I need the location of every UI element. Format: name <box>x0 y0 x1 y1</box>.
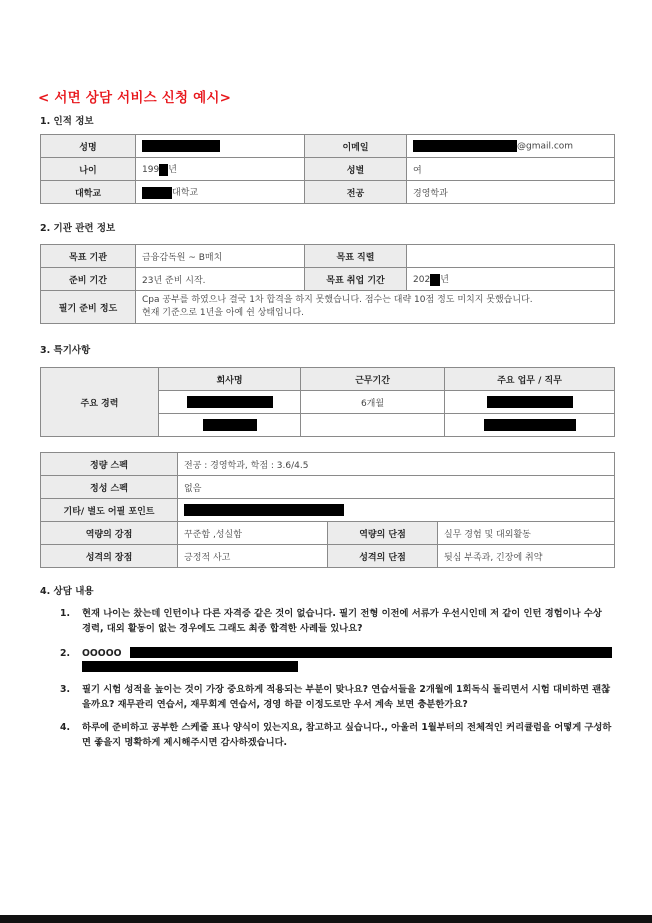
age-value <box>136 158 305 181</box>
strength-value: 꾸준함 ,성실함 <box>178 522 328 545</box>
university-suffix: 대학교 <box>172 188 199 199</box>
name-label: 성명 <box>41 135 136 158</box>
question-2-prefix: OOOOO <box>82 648 122 659</box>
personality-weakness-label: 성격의 단점 <box>328 545 438 568</box>
career-label: 주요 경력 <box>41 368 159 437</box>
personality-weakness-value: 뒷심 부족과, 긴장에 취약 <box>438 545 615 568</box>
bottom-bar <box>0 915 652 923</box>
written-prep-line-1: Cpa 공부를 하였으나 결국 1차 합격을 하지 못했습니다. 점수는 대략 10점 정도 미치지 못했습니다. <box>142 295 533 305</box>
target-year-suffix: 년 <box>440 275 449 286</box>
col-period: 근무기간 <box>301 368 445 391</box>
written-prep-line-2: 현재 기준으로 1년을 아예 쉰 상태입니다. <box>142 308 304 318</box>
redacted-question-2-line-1 <box>130 647 612 658</box>
quant-spec-label: 정량 스펙 <box>41 453 178 476</box>
age-prefix: 199 <box>142 165 160 176</box>
section-heading-consultation: 4. 상담 내용 <box>40 586 94 597</box>
target-org-label: 목표 기관 <box>41 245 136 268</box>
redacted-university <box>142 187 172 199</box>
email-suffix: @gmail.com <box>517 141 574 152</box>
redacted-company-2 <box>203 419 257 431</box>
section-heading-special: 3. 특기사항 <box>40 345 91 356</box>
redacted-duty-2 <box>484 419 576 431</box>
spec-table <box>40 452 615 568</box>
prep-period-label: 준비 기간 <box>41 268 136 291</box>
question-4-number: 4. <box>60 722 71 733</box>
redacted-age-digit <box>159 164 168 176</box>
strength-label: 역량의 강점 <box>41 522 178 545</box>
target-year-label: 목표 취업 기간 <box>305 268 407 291</box>
personal-info-table <box>40 134 615 204</box>
redacted-name <box>142 140 220 152</box>
university-label: 대학교 <box>41 181 136 204</box>
written-prep-label: 필기 준비 정도 <box>41 291 136 324</box>
qual-spec-label: 정성 스펙 <box>41 476 178 499</box>
major-label: 전공 <box>305 181 407 204</box>
career-row-1-duty <box>445 391 615 414</box>
written-prep-value <box>136 291 615 324</box>
question-2-number: 2. <box>60 648 71 659</box>
question-1-text: 현재 나이는 찼는데 인턴이나 다른 자격증 같은 것이 없습니다. 필기 전형 이전에 서류가 우선시인데 저 같이 인턴 경험이나 수상 경력, 대외 활동이 없는 경우에도 그래도 최종 합격한 사례들 있나요? <box>82 608 602 634</box>
prep-period-value: 23년 준비 시작. <box>136 268 305 291</box>
redacted-email <box>413 140 517 152</box>
email-value <box>407 135 615 158</box>
redacted-question-2-line-2 <box>82 661 298 672</box>
weakness-value: 실무 경험 및 대외활동 <box>438 522 615 545</box>
career-row-2-period <box>301 414 445 437</box>
target-job-label: 목표 직렬 <box>305 245 407 268</box>
section-heading-personal: 1. 인적 정보 <box>40 116 94 127</box>
question-2-text <box>82 646 612 661</box>
quant-spec-value: 전공 : 경영학과, 학점 : 3.6/4.5 <box>178 453 615 476</box>
major-value: 경영학과 <box>407 181 615 204</box>
redacted-duty-1 <box>487 396 573 408</box>
university-value <box>136 181 305 204</box>
redacted-year-digit <box>430 274 440 286</box>
weakness-label: 역량의 단점 <box>328 522 438 545</box>
col-company: 회사명 <box>159 368 301 391</box>
career-table <box>40 367 615 437</box>
email-label: 이메일 <box>305 135 407 158</box>
gender-label: 성별 <box>305 158 407 181</box>
age-label: 나이 <box>41 158 136 181</box>
question-3-text: 필기 시험 성적을 높이는 것이 가장 중요하게 적용되는 부분이 맞나요? 연습서들을 2개월에 1회독식 돌리면서 시험 대비하면 괜찮을까요? 재무관리 연습서, 재무회계 연습서, 경영 하끝 이정도로만 우서 계속 보면 충분한가요? <box>82 684 611 710</box>
redacted-company-1 <box>187 396 273 408</box>
section-heading-organization: 2. 기관 관련 정보 <box>40 223 116 234</box>
col-duty: 주요 업무 / 직무 <box>445 368 615 391</box>
document-title: < 서면 상담 서비스 신청 예시> <box>38 90 232 106</box>
target-job-value <box>407 245 615 268</box>
personality-strength-label: 성격의 장점 <box>41 545 178 568</box>
appeal-value <box>178 499 615 522</box>
question-1-number: 1. <box>60 608 71 619</box>
organization-info-table <box>40 244 615 324</box>
appeal-label: 기타/ 별도 어필 포인트 <box>41 499 178 522</box>
question-3-number: 3. <box>60 684 71 695</box>
redacted-appeal <box>184 504 344 516</box>
gender-value: 여 <box>407 158 615 181</box>
career-row-1-company <box>159 391 301 414</box>
age-suffix: 년 <box>168 165 177 176</box>
career-row-2-duty <box>445 414 615 437</box>
question-4-text: 하루에 준비하고 공부한 스케줄 표나 양식이 있는지요, 참고하고 싶습니다., 아울러 1월부터의 전체적인 커리큘럼을 어떻게 구성하면 좋을지 명확하게 제시해주시면 감사하겠습니다. <box>82 722 612 748</box>
career-row-1-period: 6개월 <box>301 391 445 414</box>
name-value <box>136 135 305 158</box>
target-org-value: 금융감독원 ~ B매치 <box>136 245 305 268</box>
personality-strength-value: 긍정적 사고 <box>178 545 328 568</box>
target-year-value <box>407 268 615 291</box>
target-year-prefix: 202 <box>413 275 431 286</box>
qual-spec-value: 없음 <box>178 476 615 499</box>
career-row-2-company <box>159 414 301 437</box>
